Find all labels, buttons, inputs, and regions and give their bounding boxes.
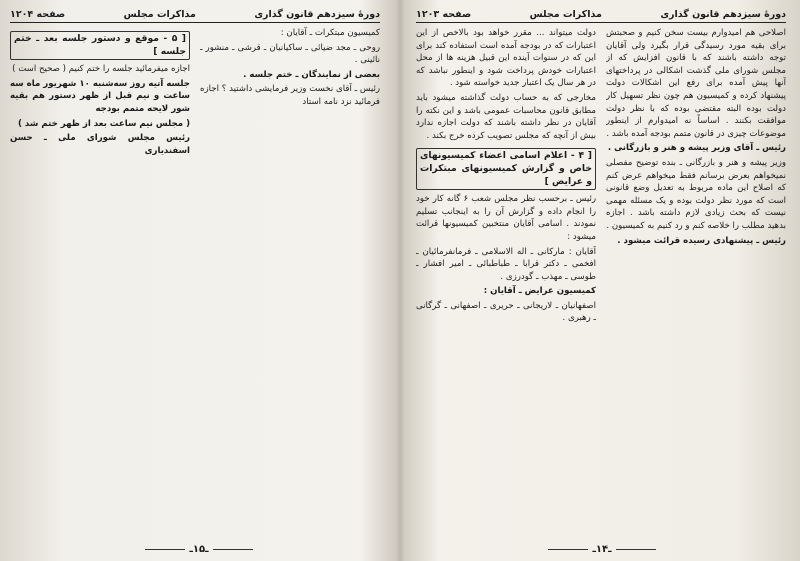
page-number: ـ۱۴ـ: [404, 544, 800, 555]
header-page-label: صفحه ۱۲۰۳: [416, 8, 472, 20]
paragraph: مخارجی که به حساب دولت گذاشته میشود باید مطابق قانون محاسبات عمومی باشد و این نکته را آقایان در نظر داشته باشند که دولت اجازه ندارد بیش از آنچه که مجلس تصویب کرده خرج بکند .: [416, 92, 596, 141]
paragraph: اصلاحی هم امیدوارم بیست سخن کنیم و صحبتش برای بقیه مورد رسیدگی قرار بگیرد ولی آقایان توجه داشته باشند که با قانون افزایش که از مجلس شورای ملی گذشت اشکالی در پرداختهای آنها پیش آمده برای رفع این اشکالات دولت پیشنهاد کرده و کمیسیون هم چون نظر تسهیل کار دولت بوده البته مقتضی بوده که با نظر دولت موافقت بکنند . اساساً نه امیدوارم از اینطور موضوعات چیزی در قانون متمم بودجه آمده باشد .: [606, 28, 786, 139]
header-session: دورهٔ سیزدهم قانون گذاری: [254, 8, 380, 20]
left-page: [0, 0, 398, 561]
paragraph: اجازه میفرمائید جلسه را ختم کنیم ( صحیح است ): [12, 64, 190, 75]
paragraph: جلسه آتیه روز سه‌شنبه ۱۰ شهریور ماه سه ساعت و نیم قبل از ظهر دستور هم بقیه شور لایحه متمم بودجه: [10, 78, 190, 114]
header-journal: مذاکرات مجلس: [529, 8, 602, 20]
text-column-left: [416, 27, 596, 527]
text-column-left: [10, 27, 190, 527]
footer-rule: [145, 549, 185, 550]
paragraph: ( مجلس نیم ساعت بعد از ظهر ختم شد ): [18, 118, 190, 129]
text-columns: [416, 27, 786, 527]
footer-rule: [548, 549, 588, 550]
text-columns: [10, 27, 380, 527]
page-number: ـ۱۵ـ: [0, 544, 398, 555]
paragraph: دولت میتواند ... مقرر خواهد بود بالاخص از این اعتبارات که در بودجه آمده است استفاده کند برای این که در سنوات آینده این قبیل هزینه ها از محل اعتبارات خودش پرداخت شود و اینطور نباشد که در هر سال یک اعتبار جدید خواسته شود .: [416, 28, 596, 89]
text-column-right: [606, 27, 786, 527]
page-header: [10, 6, 380, 23]
paragraph: بعضی از نمایندگان ـ ختم جلسه .: [243, 69, 380, 80]
paragraph: وزیر پیشه و هنر و بازرگانی ـ بنده توضیح مفصلی نمیخواهم بعرض برسانم فقط میخواهم عرض کنم که اصلاح این ماده مربوط به تعدیل وضع قانونی است که مورد نظر دولت بوده و یک مسئله مهمی نیست که بحث زیادی لازم داشته باشد . اجازه بدهید مطلب را خلاصه کنم و رد کنیم به کمیسیون .: [606, 157, 786, 231]
page-header: [416, 6, 786, 23]
signature-line: رئیس مجلس شورای ملی ـ حسن اسفندیاری: [10, 133, 190, 156]
section-heading: [ ۴ - اعلام اسامی اعضاء کمیسیونهای خاص و گزارش کمیسیونهای مبتکرات و عرایض ]: [416, 148, 596, 190]
footer-rule: [616, 549, 656, 550]
paragraph: رئیس ـ پیشنهادی رسیده قرائت میشود .: [617, 235, 786, 246]
header-page-label: صفحه ۱۲۰۴: [10, 8, 66, 20]
paragraph: رئیس ـ آقای وزیر پیشه و هنر و بازرگانی .: [607, 143, 786, 154]
paragraph: روحی ـ مجد ضیائی ـ ساکیانیان ـ قرشی ـ منشور ـ نائینی .: [200, 42, 380, 66]
names-list: آقایان : مارکانی ـ اله الاسلامی ـ فرمانفرمائیان ـ افخمی ـ دکتر قرابا ـ طباطبائی ـ امیر افشار ـ طوسی ـ مهذب ـ گودرزی .: [416, 246, 596, 282]
footer-rule: [213, 549, 253, 550]
paragraph: کمیسیون عرایض ـ آقایان :: [483, 286, 596, 297]
paragraph: کمیسیون مبتکرات ـ آقایان :: [280, 28, 380, 38]
section-heading: [ ۵ - موقع و دستور جلسه بعد ـ ختم جلسه ]: [10, 31, 190, 60]
text-column-right: [200, 27, 380, 527]
header-session: دورهٔ سیزدهم قانون گذاری: [660, 8, 786, 20]
right-page: [404, 0, 800, 561]
paragraph: رئیس ـ برحسب نظر مجلس شعب ۶ گانه کار خود را انجام داده و گزارش آن را به اینجانب تسلیم نمودند . اسامی آقایان منتخبین کمیسیونها قرائت میشود :: [416, 194, 596, 242]
names-list: اصفهانیان ـ لاریجانی ـ حریری ـ اصفهانی ـ گرگانی ـ رهبری .: [416, 300, 596, 324]
header-journal: مذاکرات مجلس: [123, 8, 196, 20]
paragraph: رئیس ـ آقای نخست وزیر فرمایشی داشتید ؟ اجازه فرمائید نزد نامه استاد: [200, 84, 380, 107]
